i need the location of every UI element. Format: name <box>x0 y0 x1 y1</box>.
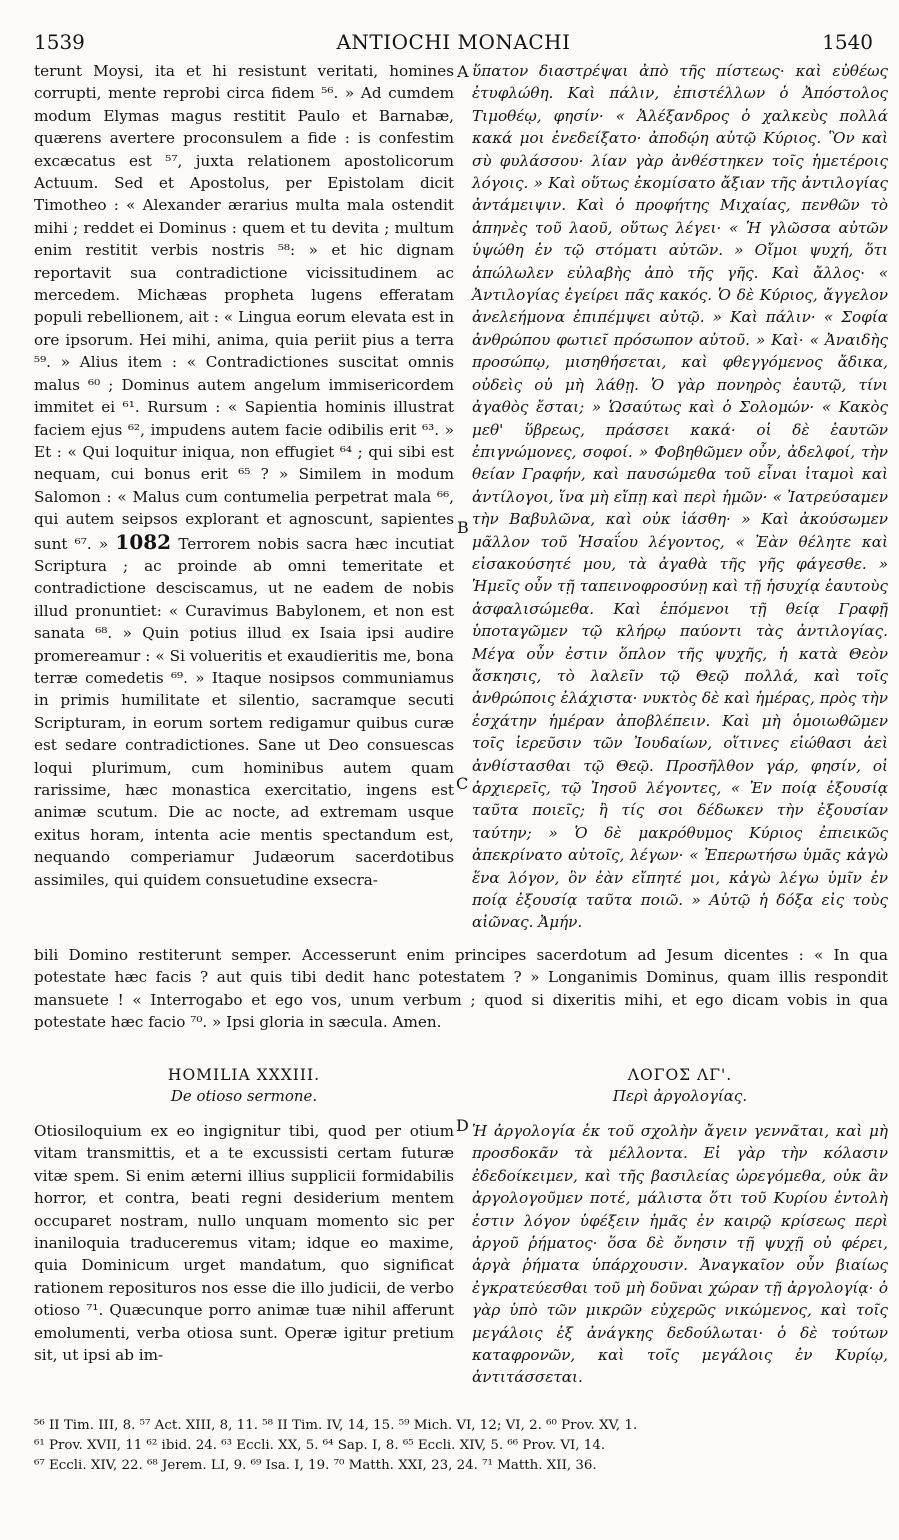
footnotes <box>34 1416 888 1476</box>
homily-title-greek: ΛΟΓΟΣ ΛΓ'. <box>627 1066 733 1084</box>
footnote-line: ⁶¹ Prov. XVII, 11 ⁶² ibid. 24. ⁶³ Eccli. XX, 5. ⁶⁴ Sap. I, 8. ⁶⁵ Eccli. XIV, 5. ⁶⁶ Prov. VI, 14. <box>34 1438 606 1453</box>
greek-column-top <box>472 60 888 934</box>
greek-column-bottom <box>472 1120 888 1389</box>
section-marker-a: A <box>457 62 469 81</box>
homily-heading-greek <box>472 1066 888 1105</box>
column-number-left: 1539 <box>34 30 85 54</box>
greek-text-bottom: Ἡ ἀργολογία ἐκ τοῦ σχολὴν ἄγειν γεννᾶται, καὶ μὴ προσδοκᾶν τὰ μέλλοντα. Εἰ γὰρ τὴν κόλασιν ἐδεδοίκειμεν, καὶ τῆς βασιλείας ὠρεγόμεθα, οὐκ ἂν ἀργολογοῦμεν ποτέ, μάλιστα ὅτι τοῦ Κυρίου ἐντολὴ ἐστιν λόγον ὑφέξειν ἡμᾶς ἐν καιρῷ κρίσεως περὶ ἀργοῦ ῥήματος· ὅσα δὲ ὄνησιν τῇ ψυχῇ οὐ φέρει, ἀργὰ ῥήματα ὑπάρχουσιν. Ἀναγκαῖον οὖν βιαίως ἐγκρατεύεσθαι τοῦ μὴ δοῦναι χώραν τῇ ἀργολογίᾳ· ὁ γὰρ ὑπὸ τῶν μικρῶν εὐχερῶς νικώμενος, καὶ τοῖς μεγάλοις ἐξ ἀνάγκης δεδούλωται· ὁ δὲ τούτων καταφρονῶν, καὶ τοῖς μεγάλοις ἐν Κυρίῳ, ἀντιτάσσεται. <box>472 1122 888 1387</box>
section-marker-b: B <box>457 518 469 537</box>
footnote-line: ⁵⁶ II Tim. III, 8. ⁵⁷ Act. XIII, 8, 11. ⁵⁸ II Tim. IV, 14, 15. ⁵⁹ Mich. VI, 12; VI, 2. ⁶⁰ Prov. XV, 1. <box>34 1418 638 1433</box>
margin-column-number: 1082 <box>115 529 172 554</box>
latin-text-bottom: Otiosiloquium ex eo ingignitur tibi, quod per otium vitam transmittis, et a te excussisti certam futuræ vitæ spem. Si enim æterni illius supplicii formidabilis horror, et contra, beati regni desiderium mentem occuparet nostram, nullo unquam momento sic per inaniloquia traduceremus vitam; idque eo maxime, quia Dominicum urget mandatum, quo significat rationem reposituros nos esse die illo judicii, de verbo otioso ⁷¹. Quæcunque porro animæ tuæ nihil afferunt emolumenti, verba otiosa sunt. Operæ igitur pretium sit, ut ipsi ab im- <box>34 1122 454 1365</box>
greek-text-top: ὕπατον διαστρέψαι ἀπὸ τῆς πίστεως· καὶ εὐθέως ἐτυφλώθη. Καὶ πάλιν, ἐπιστέλλων ὁ Ἀπόστολος Τιμοθέῳ, φησίν· « Ἀλέξανδρος ὁ χαλκεὺς πολλά κακά μοι ἐνεδείξατο· ἀποδῴη αὐτῷ Κύριος. Ὃν καὶ σὺ φυλάσσου· λίαν γὰρ ἀνθέστηκεν τοῖς ἡμετέροις λόγοις. » Καὶ οὕτως ἐκομίσατο ἄξιαν τῆς ἀντιλογίας ἀντάμειψιν. Καὶ ὁ προφήτης Μιχαίας, πενθῶν τὸ ἀπηνὲς τοῦ λαοῦ, οὕτως λέγει· « Ἡ γλῶσσα αὐτῶν ὑψώθη ἐν τῷ στόματι αὐτῶν. » Οἴμοι ψυχή, ὅτι ἀπώλωλεν εὐλαβὴς ἀπὸ τῆς γῆς. Καὶ ἄλλος· « Ἀντιλογίας ἐγείρει πᾶς κακός. Ὁ δὲ Κύριος, ἄγγελον ἀνελεήμονα ἐπιπέμψει αὐτῷ. » Καὶ πάλιν· « Σοφία ἀνθρώπου φωτιεῖ πρόσωπον αὐτοῦ. » Καὶ· « Ἀναιδὴς προσώπῳ, μισηθήσεται, καὶ φθεγγόμενος ἄδικα, οὐδεὶς οὐ μὴ λάθῃ. Ὁ γὰρ πονηρὸς ἑαυτῷ, τίνι ἀγαθὸς ἔσται; » Ὡσαύτως καὶ ὁ Σολομών· « Κακὸς μεθ' ὕβρεως, πράσσει κακά· οἱ δὲ ἑαυτῶν ἐπιγνώμονες, σοφοί. » Φοβηθῶμεν οὖν, ἀδελφοί, τὴν θείαν Γραφήν, καὶ παυσώμεθα τοῦ εἶναι ἰταμοὶ καὶ ἀντίλογοι, ἵνα μὴ εἴπῃ καὶ περὶ ἡμῶν· « Ἰατρεύσαμεν τὴν Βαβυλῶνα, καὶ οὐκ ἰάσθη· » Καὶ ἀκούσωμεν μᾶλλον τοῦ Ἡσαΐου λέγοντος, « Ἐὰν θέλητε καὶ εἰσακούσητέ μου, τὰ ἀγαθὰ τῆς γῆς φάγεσθε. » Ἡμεῖς οὖν τῇ ταπεινοφροσύνῃ καὶ τῇ ἡσυχίᾳ ἑαυτοὺς ἀσφαλισώμεθα. Καὶ ἑπόμενοι τῇ θείᾳ Γραφῇ ὑποταγῶμεν τῷ κλήρῳ παύοντι τὰς ἀντιλογίας. Μέγα οὖν ἐστιν ὅπλον τῆς ψυχῆς, ἡ κατὰ Θεὸν ἄσκησις, τὸ λαλεῖν τῷ Θεῷ πολλά, καὶ τοῖς ἀνθρώποις ἐλάχιστα· νυκτὸς δὲ καὶ ἡμέρας, πρὸς τὴν ἐσχάτην ἡμέραν ἀποβλέπειν. Καὶ μὴ ὁμοιωθῶμεν τοῖς ἱερεῦσιν τῶν Ἰουδαίων, οἵτινες εἰώθασι ἀεὶ ἀνθίστασθαι τῷ Θεῷ. Προσῆλθον γάρ, φησίν, οἱ ἀρχιερεῖς, τῷ Ἰησοῦ λέγοντες, « Ἐν ποίᾳ ἐξουσίᾳ ταῦτα ποιεῖς; ἢ τίς σοι δέδωκεν τὴν ἐξουσίαν ταύτην; » Ὁ δὲ μακρόθυμος Κύριος ἐπιεικῶς ἀπεκρίνατο αὐτοῖς, λέγων· « Ἐπερωτήσω ὑμᾶς κἀγὼ ἕνα λόγον, ὃν ἐὰν εἴπητέ μοι, κἀγὼ λέγω ὑμῖν ἐν ποίᾳ ἐξουσίᾳ ταῦτα ποιῶ. » Αὐτῷ ἡ δόξα εἰς τοὺς αἰῶνας. Ἀμήν. <box>472 62 888 932</box>
section-marker-c: C <box>456 774 469 793</box>
running-title: ANTIOCHI MONACHI <box>336 30 571 54</box>
latin-column-bottom <box>34 1120 454 1366</box>
section-marker-d: D <box>456 1116 469 1135</box>
latin-text-top-2: Terrorem nobis sacra hæc incutiat Scriptura ; ac proinde ab omni temeritate et contradictione desciscamus, ut ne eadem de nobis illud pronuntiet: « Curavimus Babylonem, et non est sanata ⁶⁸. » Quin potius illud ex Isaia ipsi audire promereamur : « Si volueritis et exaudieritis me, bona terræ comedetis ⁶⁹. » Itaque nosipsos communiamus in primis humilitate et silentio, sacramque secuti Scripturam, in eorum sortem redigamur quibus curæ est sedare contradictiones. Sane ut Deo consuescas loqui plurimum, cum hominibus autem quam rarissime, hæc monastica exercitatio, ingens est animæ scutum. Die ac nocte, ad extremam usque exitus horam, intenta acie mentis spectandum est, nequando comperiamur Judæorum sacerdotibus assimiles, qui quidem consuetudine exsecra- <box>34 534 455 889</box>
homily-heading-latin <box>34 1066 454 1105</box>
homily-subtitle-latin: De otioso sermone. <box>170 1087 318 1105</box>
latin-column-top <box>34 60 454 891</box>
latin-full-width-text <box>34 944 888 1034</box>
latin-full-paragraph: bili Domino restiterunt semper. Accesserunt enim principes sacerdotum ad Jesum dicentes : « In qua potestate hæc facis ? aut quis tibi dedit hanc potestatem ? » Longanimis Dominus, quam illis respondit mansuete ! « Interrogabo et ego vos, unum verbum ; quod si dixeritis mihi, et ego dicam vobis in qua potestate hæc facio ⁷⁰. » Ipsi gloria in sæcula. Amen. <box>34 946 888 1032</box>
latin-text-top-1: terunt Moysi, ita et hi resistunt veritati, homines corrupti, mente reprobi circa fidem ⁵⁶. » Ad cumdem modum Elymas magus restitit Paulo et Barnabæ, quærens avertere proconsulem a fide : is confestim excæcatus est ⁵⁷, juxta relationem apostolicorum Actuum. Sed et Apostolus, per Epistolam dicit Timotheo : « Alexander ærarius multa mala ostendit mihi ; reddet ei Dominus : quem et tu devita ; multum enim restitit verbis nostris ⁵⁸: » et hic dignam reportavit sua contradictione vicissitudinem ac mercedem. Michæas propheta lugens efferatam populi rebellionem, ait : « Lingua eorum elevata est in ore ipsorum. Hei mihi, anima, quia periit pius a terra ⁵⁹. » Alius item : « Contradictiones suscitat omnis malus ⁶⁰ ; Dominus autem angelum immisericordem immitet ei ⁶¹. Rursum : « Sapientia hominis illustrat faciem ejus ⁶², impudens autem facie odibilis erit ⁶³. » Et : « Qui loquitur iniqua, non effugiet ⁶⁴ ; qui sibi est nequam, cui bonus erit ⁶⁵ ? » Similem in modum Salomon : « Malus cum contumelia perpetrat mala ⁶⁶, qui autem seipsos explorant et agnoscunt, sapientes sunt ⁶⁷. » <box>34 62 454 553</box>
footnote-line: ⁶⁷ Eccli. XIV, 22. ⁶⁸ Jerem. LI, 9. ⁶⁹ Isa. I, 19. ⁷⁰ Matth. XXI, 23, 24. ⁷¹ Matth. XII, 36. <box>34 1458 597 1473</box>
homily-title-latin: HOMILIA XXXIII. <box>167 1066 321 1084</box>
column-number-right: 1540 <box>822 30 873 54</box>
homily-subtitle-greek: Περὶ ἀργολογίας. <box>612 1087 748 1105</box>
footnote-divider <box>34 1408 873 1409</box>
page-header <box>34 30 873 58</box>
